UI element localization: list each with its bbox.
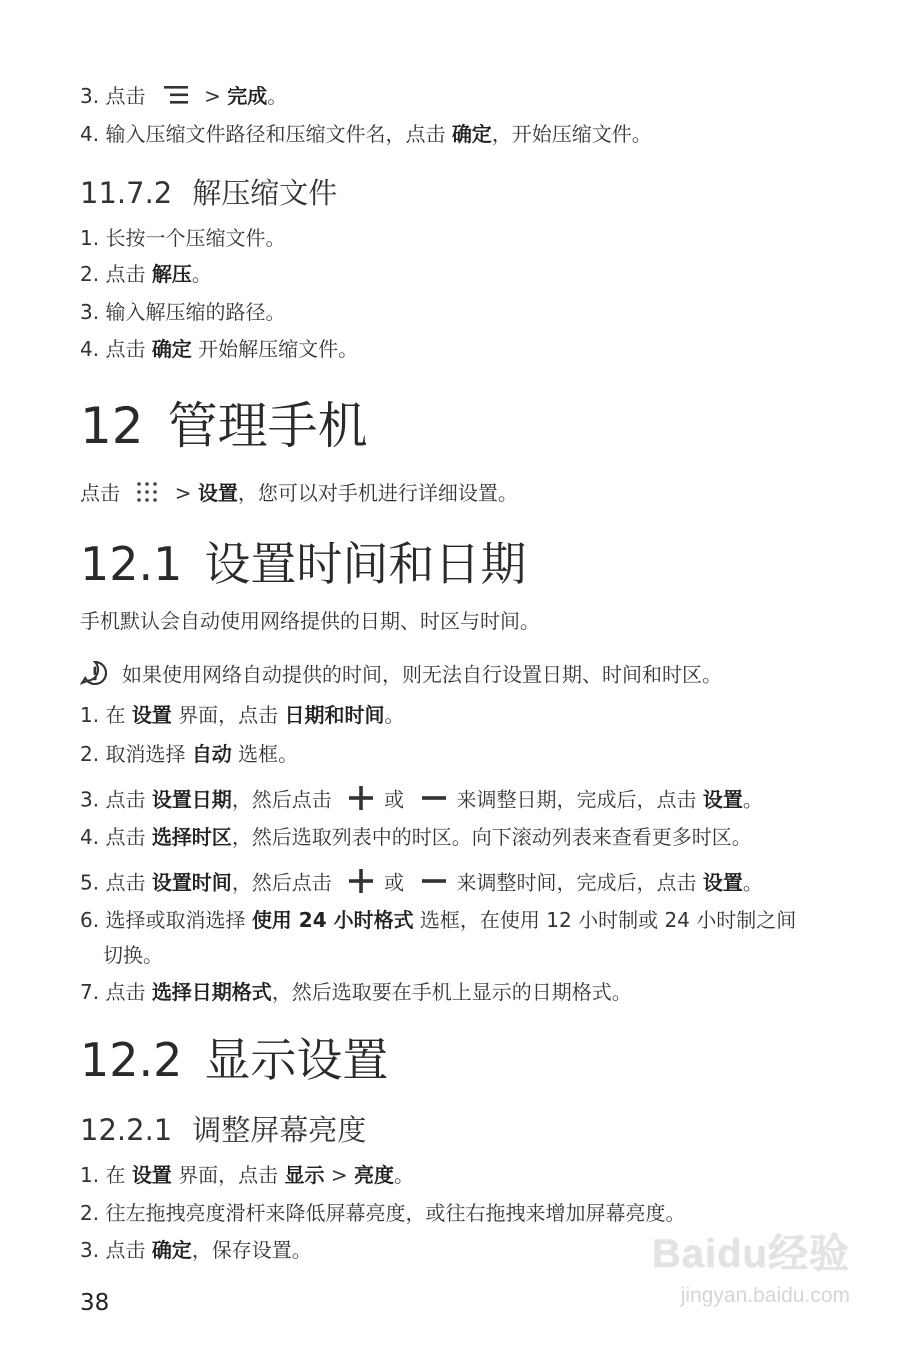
chapter-title: 12 管理手机 [80, 397, 368, 455]
decompress-step-1: 1. 长按一个压缩文件。 [80, 226, 286, 250]
section-heading-12-2-1: 12.2.1 调整屏幕亮度 [80, 1113, 367, 1147]
page-number: 38 [80, 1290, 110, 1316]
time-step-4: 4. 点击 选择时区，然后选取列表中的时区。向下滚动列表来查看更多时区。 [80, 825, 752, 849]
minus-icon [421, 868, 447, 900]
menu-icon [164, 84, 190, 112]
time-step-2: 2. 取消选择 自动 选框。 [80, 742, 299, 766]
chapter-intro: 点击 > 设置，您可以对手机进行详细设置。 [80, 480, 518, 509]
decompress-step-2: 2. 点击 解压。 [80, 262, 212, 286]
time-step-1: 1. 在 设置 界面，点击 日期和时间。 [80, 703, 405, 727]
section-heading-12-2: 12.2 显示设置 [80, 1033, 389, 1087]
time-step-6: 6. 选择或取消选择 使用 24 小时格式 选框，在使用 12 小时制或 24 小时制之间 [80, 908, 797, 932]
decompress-step-3: 3. 输入解压缩的路径。 [80, 300, 286, 324]
time-step-5: 5. 点击 设置时间，然后点击 或 来调整时间，完成后，点击 设置。 [80, 868, 763, 900]
watermark [644, 1222, 850, 1332]
decompress-step-4: 4. 点击 确定 开始解压缩文件。 [80, 337, 359, 361]
alert-icon [80, 660, 110, 692]
minus-icon [421, 785, 447, 817]
watermark-logo: Baidu经验 [651, 1232, 850, 1276]
watermark-url: jingyan.baidu.com [680, 1284, 850, 1307]
time-step-6-continuation: 切换。 [103, 943, 163, 967]
section-heading-12-1: 12.1 设置时间和日期 [80, 537, 527, 591]
time-step-7: 7. 点击 选择日期格式，然后选取要在手机上显示的日期格式。 [80, 980, 632, 1004]
section-12-1-description: 手机默认会自动使用网络提供的日期、时区与时间。 [80, 609, 540, 633]
brightness-step-3: 3. 点击 确定，保存设置。 [80, 1238, 312, 1262]
plus-icon [348, 868, 374, 900]
brightness-step-2: 2. 往左拖拽亮度滑杆来降低屏幕亮度，或往右拖拽来增加屏幕亮度。 [80, 1201, 686, 1225]
section-heading-11-7-2: 11.7.2 解压缩文件 [80, 176, 338, 210]
compress-step-4: 4. 输入压缩文件路径和压缩文件名，点击 确定，开始压缩文件。 [80, 122, 652, 146]
note: 如果使用网络自动提供的时间，则无法自行设置日期、时间和时区。 [80, 660, 722, 692]
compress-step-3: 3. 点击 > 完成。 [80, 83, 287, 112]
apps-grid-icon [136, 481, 158, 509]
plus-icon [348, 785, 374, 817]
time-step-3: 3. 点击 设置日期，然后点击 或 来调整日期，完成后，点击 设置。 [80, 785, 763, 817]
brightness-step-1: 1. 在 设置 界面，点击 显示 > 亮度。 [80, 1163, 415, 1187]
